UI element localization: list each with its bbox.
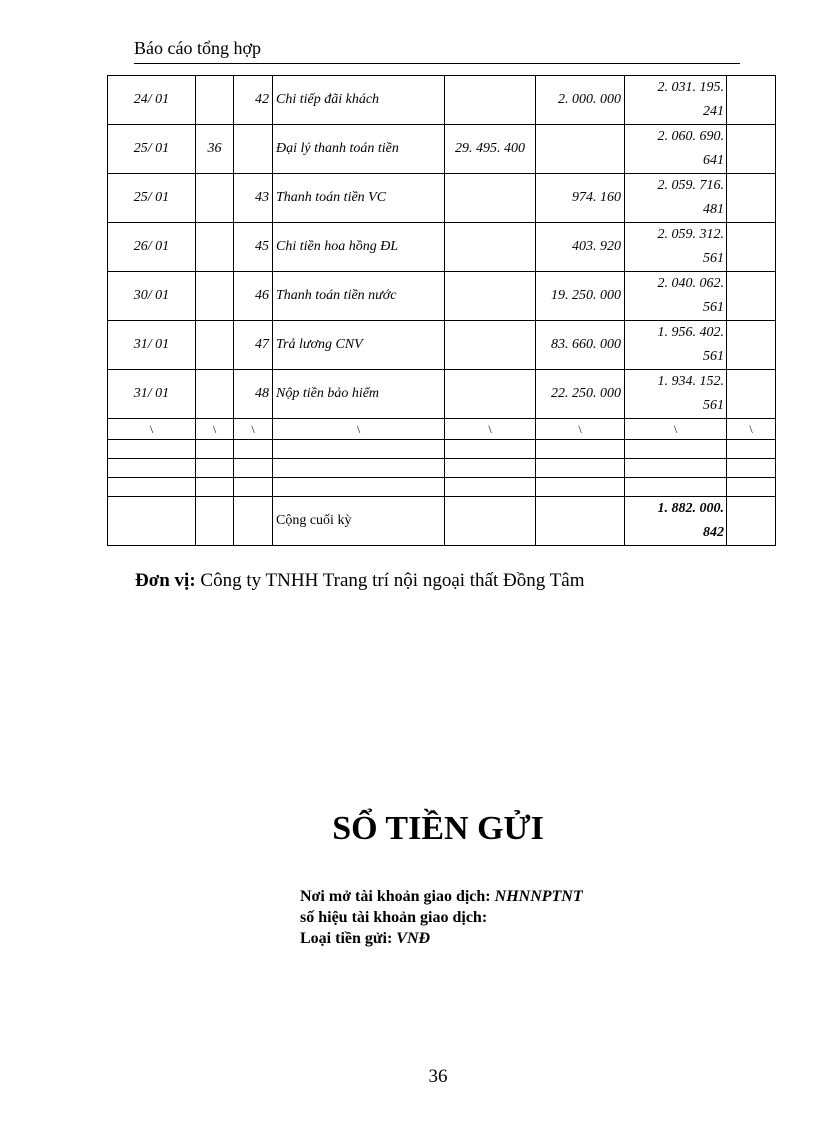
account-info [300, 886, 583, 949]
balance-cell [625, 497, 727, 546]
deposit-book-title: SỔ TIỀN GỬI [332, 810, 544, 847]
continuation-mark: \ [727, 419, 776, 440]
empty-cell [196, 478, 234, 497]
empty-cell [196, 497, 234, 546]
balance-part-2: 561 [703, 349, 724, 364]
balance-part-1: 1. 882. 000. [657, 501, 724, 516]
note-cell [727, 223, 776, 272]
empty-cell [727, 478, 776, 497]
table-row [108, 321, 776, 370]
header-divider [134, 63, 740, 64]
credit-cell: 403. 920 [536, 223, 625, 272]
debit-cell [445, 370, 536, 419]
unit-line [135, 570, 584, 592]
account-place-label: Nơi mở tài khoản giao dịch: [300, 888, 491, 905]
empty-cell [234, 440, 273, 459]
credit-cell: 2. 000. 000 [536, 76, 625, 125]
page-number: 36 [428, 1066, 448, 1087]
balance-part-1: 1. 934. 152. [657, 374, 724, 389]
ledger-body [108, 76, 776, 546]
description-cell: Chi tiếp đãi khách [273, 76, 445, 125]
empty-cell [273, 440, 445, 459]
receipt-no-cell [196, 370, 234, 419]
table-row [108, 76, 776, 125]
description-cell: Thanh toán tiền VC [273, 174, 445, 223]
balance-cell [625, 223, 727, 272]
unit-label: Đơn vị: [135, 570, 196, 591]
balance-part-1: 2. 059. 312. [657, 227, 724, 242]
empty-cell [273, 459, 445, 478]
empty-row [108, 440, 776, 459]
empty-cell [536, 497, 625, 546]
credit-cell: 22. 250. 000 [536, 370, 625, 419]
unit-name: Công ty TNHH Trang trí nội ngoại thất Đồng Tâm [200, 570, 585, 591]
date-cell: 31/ 01 [108, 321, 196, 370]
balance-part-1: 2. 031. 195. [657, 80, 724, 95]
report-header-title: Báo cáo tổng hợp [134, 38, 261, 58]
empty-cell [234, 497, 273, 546]
account-place-value: NHNNPTNT [494, 888, 583, 905]
receipt-no-cell: 36 [196, 125, 234, 174]
date-cell: 25/ 01 [108, 174, 196, 223]
description-cell: Chi tiền hoa hồng ĐL [273, 223, 445, 272]
payment-no-cell: 43 [234, 174, 273, 223]
continuation-mark: \ [196, 419, 234, 440]
debit-cell [445, 272, 536, 321]
debit-cell [445, 76, 536, 125]
account-number-line [300, 907, 583, 928]
payment-no-cell: 48 [234, 370, 273, 419]
continuation-mark: \ [108, 419, 196, 440]
note-cell [727, 321, 776, 370]
balance-part-1: 2. 059. 716. [657, 178, 724, 193]
balance-part-1: 1. 956. 402. [657, 325, 724, 340]
empty-cell [445, 459, 536, 478]
table-row [108, 223, 776, 272]
empty-cell [108, 459, 196, 478]
table-row [108, 125, 776, 174]
table-row [108, 370, 776, 419]
empty-cell [625, 440, 727, 459]
receipt-no-cell [196, 272, 234, 321]
balance-part-2: 561 [703, 300, 724, 315]
balance-cell [625, 76, 727, 125]
empty-cell [196, 440, 234, 459]
empty-cell [196, 459, 234, 478]
payment-no-cell [234, 125, 273, 174]
table-row [108, 174, 776, 223]
payment-no-cell: 45 [234, 223, 273, 272]
empty-row [108, 459, 776, 478]
continuation-row [108, 419, 776, 440]
empty-cell [536, 478, 625, 497]
description-cell: Trả lương CNV [273, 321, 445, 370]
continuation-mark: \ [234, 419, 273, 440]
debit-cell [445, 321, 536, 370]
cash-ledger-table [107, 75, 776, 546]
currency-label: Loại tiền gửi: [300, 930, 393, 947]
credit-cell: 974. 160 [536, 174, 625, 223]
balance-part-1: 2. 060. 690. [657, 129, 724, 144]
balance-cell [625, 321, 727, 370]
debit-cell: 29. 495. 400 [445, 125, 536, 174]
empty-cell [625, 459, 727, 478]
date-cell: 31/ 01 [108, 370, 196, 419]
debit-cell [445, 174, 536, 223]
balance-cell [625, 272, 727, 321]
currency-value: VNĐ [396, 930, 431, 947]
balance-part-2: 641 [703, 153, 724, 168]
balance-cell [625, 370, 727, 419]
credit-cell: 19. 250. 000 [536, 272, 625, 321]
continuation-mark: \ [625, 419, 727, 440]
empty-cell [108, 497, 196, 546]
description-cell: Nộp tiền bảo hiểm [273, 370, 445, 419]
empty-row [108, 478, 776, 497]
empty-cell [727, 459, 776, 478]
date-cell: 26/ 01 [108, 223, 196, 272]
empty-cell [273, 478, 445, 497]
debit-cell [445, 223, 536, 272]
continuation-mark: \ [273, 419, 445, 440]
empty-cell [108, 440, 196, 459]
receipt-no-cell [196, 223, 234, 272]
empty-cell [536, 459, 625, 478]
payment-no-cell: 46 [234, 272, 273, 321]
receipt-no-cell [196, 321, 234, 370]
total-row [108, 497, 776, 546]
balance-part-2: 561 [703, 398, 724, 413]
empty-cell [727, 497, 776, 546]
balance-part-2: 561 [703, 251, 724, 266]
note-cell [727, 174, 776, 223]
continuation-mark: \ [445, 419, 536, 440]
note-cell [727, 370, 776, 419]
empty-cell [727, 440, 776, 459]
receipt-no-cell [196, 76, 234, 125]
balance-cell [625, 174, 727, 223]
date-cell: 30/ 01 [108, 272, 196, 321]
account-place-line [300, 886, 583, 907]
balance-part-2: 481 [703, 202, 724, 217]
currency-line [300, 928, 583, 949]
empty-cell [445, 478, 536, 497]
balance-cell [625, 125, 727, 174]
empty-cell [445, 497, 536, 546]
table-row [108, 272, 776, 321]
credit-cell: 83. 660. 000 [536, 321, 625, 370]
credit-cell [536, 125, 625, 174]
continuation-mark: \ [536, 419, 625, 440]
date-cell: 25/ 01 [108, 125, 196, 174]
balance-part-2: 842 [703, 525, 724, 540]
payment-no-cell: 42 [234, 76, 273, 125]
balance-part-2: 241 [703, 104, 724, 119]
date-cell: 24/ 01 [108, 76, 196, 125]
note-cell [727, 125, 776, 174]
account-number-label: số hiệu tài khoản giao dịch: [300, 909, 488, 926]
empty-cell [445, 440, 536, 459]
note-cell [727, 272, 776, 321]
empty-cell [108, 478, 196, 497]
receipt-no-cell [196, 174, 234, 223]
description-cell: Đại lý thanh toán tiền [273, 125, 445, 174]
empty-cell [234, 478, 273, 497]
empty-cell [536, 440, 625, 459]
total-label-cell: Cộng cuối kỳ [273, 497, 445, 546]
balance-part-1: 2. 040. 062. [657, 276, 724, 291]
description-cell: Thanh toán tiền nước [273, 272, 445, 321]
note-cell [727, 76, 776, 125]
empty-cell [234, 459, 273, 478]
payment-no-cell: 47 [234, 321, 273, 370]
empty-cell [625, 478, 727, 497]
